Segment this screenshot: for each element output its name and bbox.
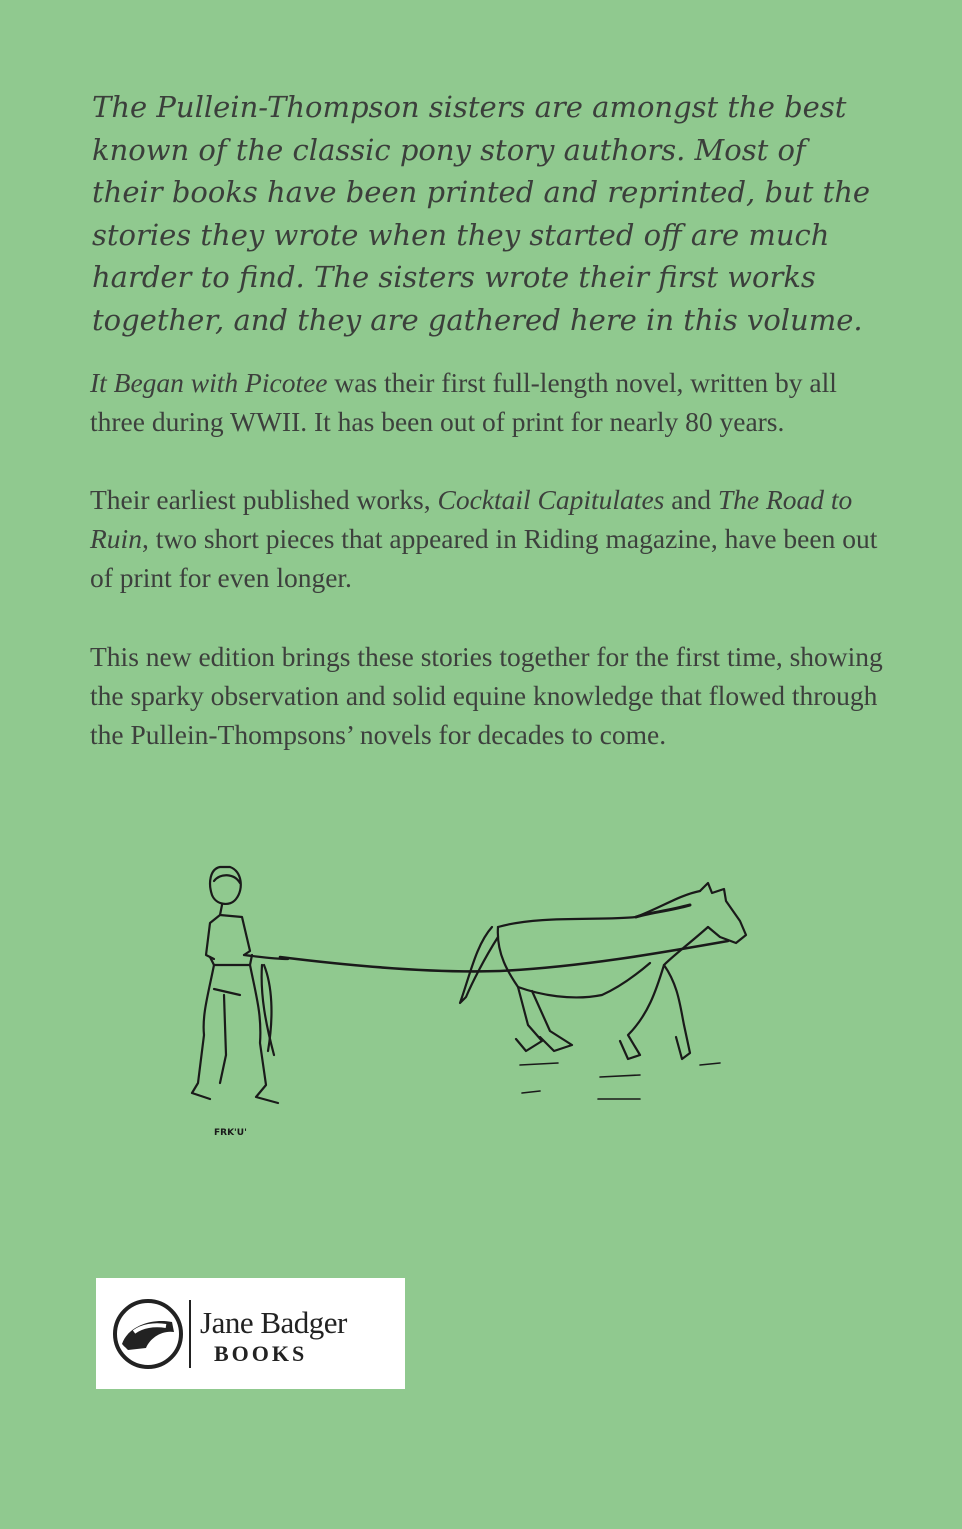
story-title: The Road to Ruin <box>90 484 853 554</box>
lunge-rein <box>280 941 728 971</box>
paragraph-text: was their first full-length novel, written by all three during WWII. It has been out of print for nearly 80 years. <box>90 367 837 437</box>
girl-leading-pony-illustration <box>180 855 770 1145</box>
back-cover-blurb: The Pullein-Thompson sisters are amongst the best known of the classic pony story authors. Most of their books have been printed and reprinted, but the stories they wrote when they started off are much harder to find. The sisters wrote their first works together, and they are gathered here in this volume. <box>92 90 871 337</box>
publisher-imprint: BOOKS <box>214 1341 308 1366</box>
badger-icon <box>112 1298 184 1370</box>
pony-figure <box>460 883 746 1099</box>
paragraph-earliest-works <box>90 480 890 597</box>
paragraph-text: and <box>664 484 718 515</box>
logo-divider <box>189 1300 191 1368</box>
paragraph-text: Their earliest published works, <box>90 484 438 515</box>
paragraph-first-novel <box>90 363 890 441</box>
publisher-logo <box>96 1278 405 1389</box>
paragraph-text: , two short pieces that appeared in Riding magazine, have been out of print for even longer. <box>90 523 878 593</box>
girl-figure <box>192 867 288 1103</box>
publisher-name: Jane Badger <box>200 1305 347 1340</box>
book-title: It Began with Picotee <box>90 367 328 398</box>
story-title: Cocktail Capitulates <box>437 484 665 515</box>
illustrator-signature: FRK'U' <box>214 1128 247 1138</box>
paragraph-new-edition: This new edition brings these stories together for the first time, showing the sparky observation and solid equine knowledge that flowed through the Pullein-Thompsons’ novels for decades to come. <box>90 641 883 750</box>
